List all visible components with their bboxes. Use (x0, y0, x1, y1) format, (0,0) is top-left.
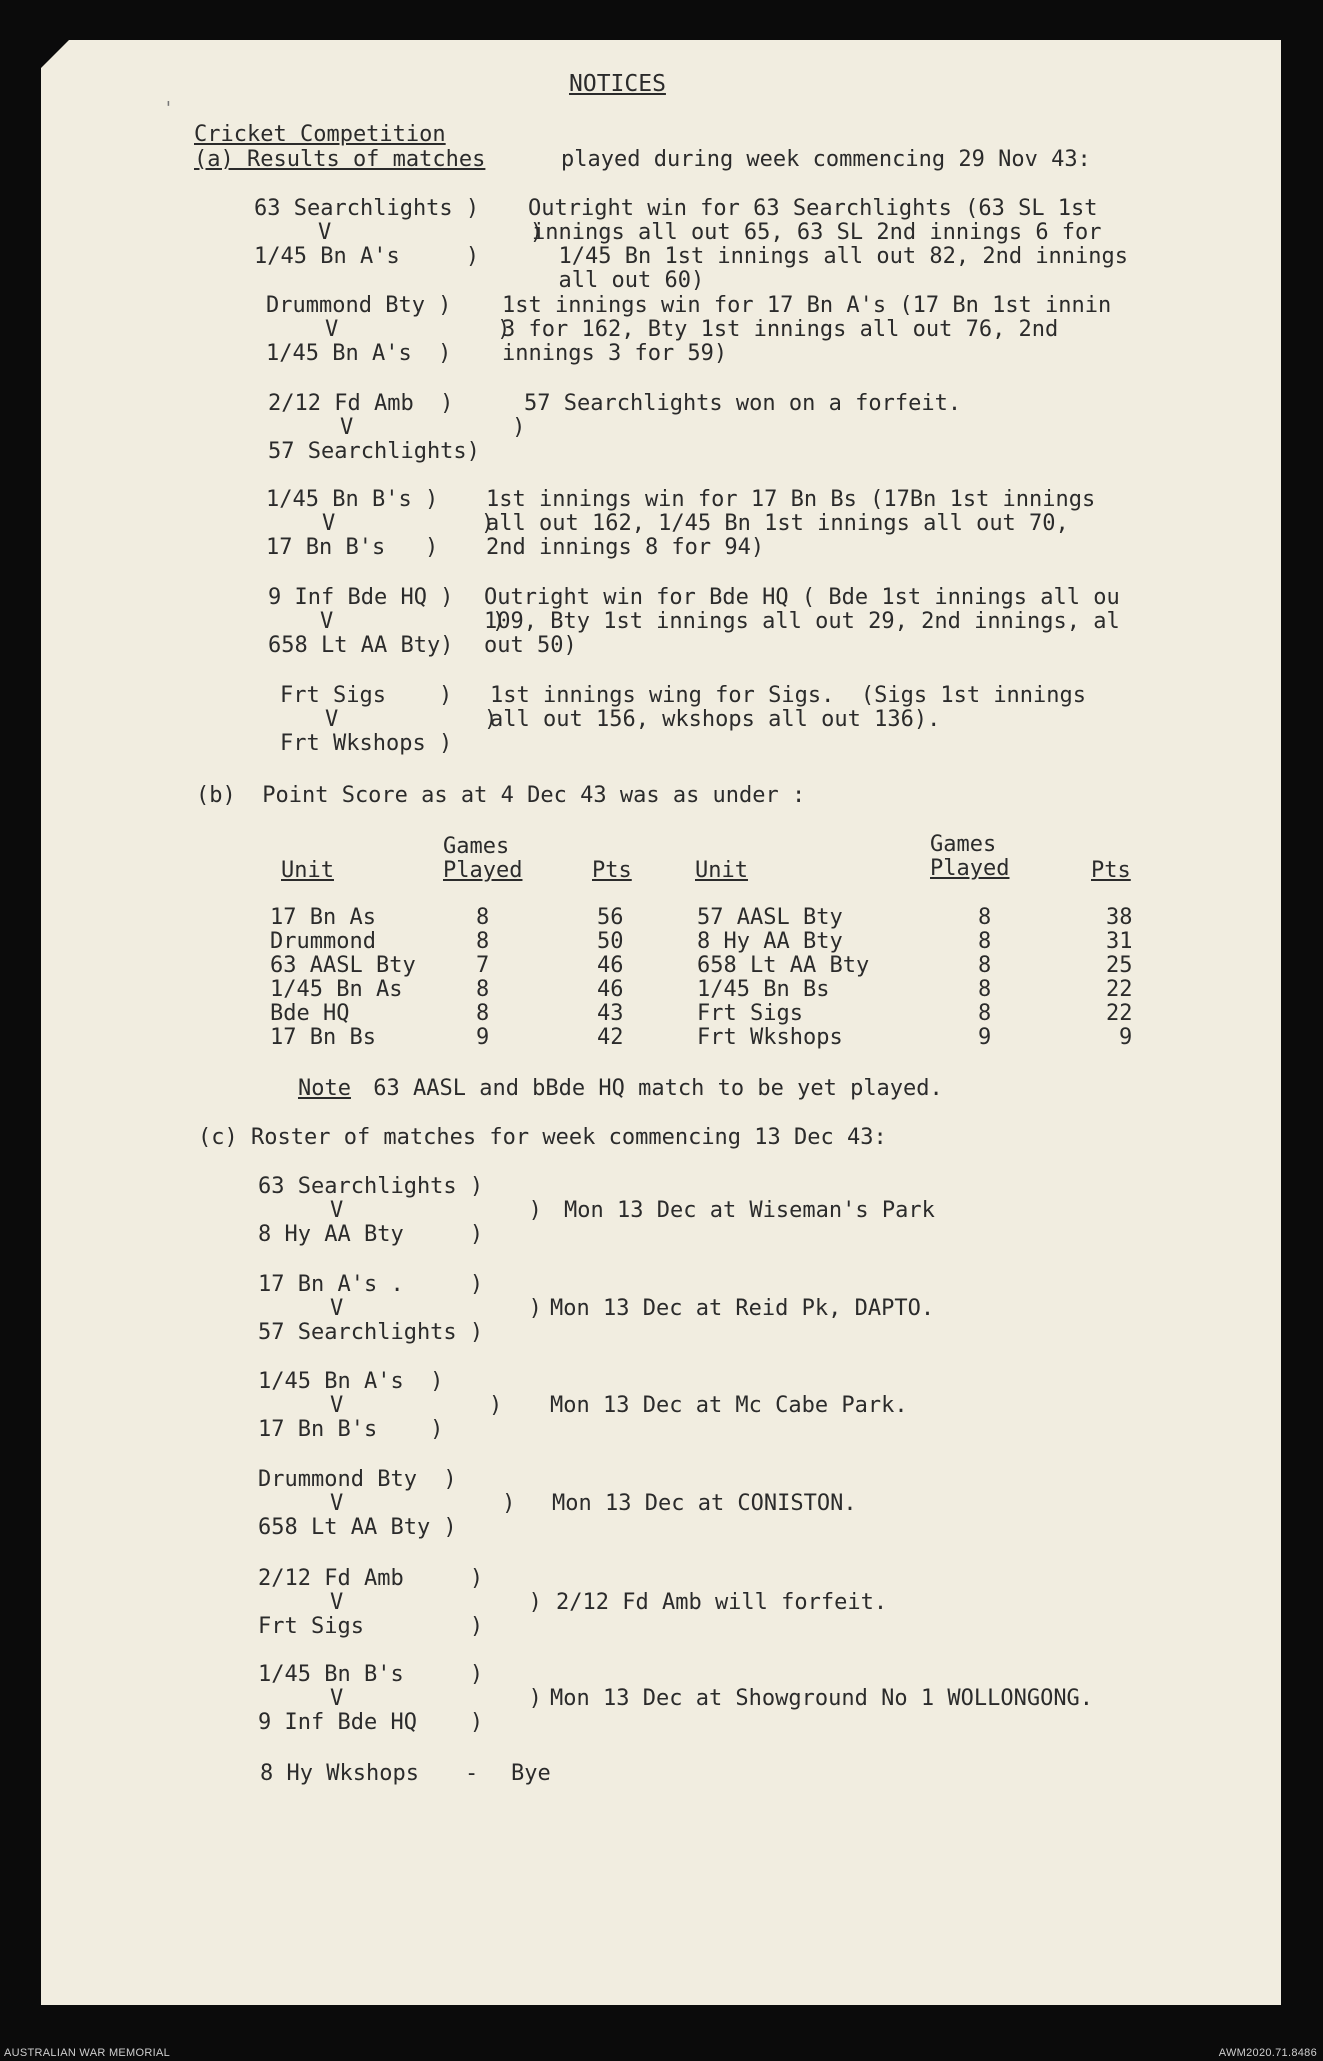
match-home-team: 9 Inf Bde HQ ) (268, 585, 454, 610)
section-a-label-cont: played during week commencing 29 Nov 43: (561, 147, 1091, 172)
fixture-away-team: 8 Hy AA Bty ) (258, 1222, 484, 1247)
match-result-line: Outright win for Bde HQ ( Bde 1st innings all ou (484, 585, 1120, 610)
match-result-line: 1st innings win for 17 Bn Bs (17Bn 1st innings (486, 487, 1096, 512)
score-pts: 46 (597, 953, 624, 978)
match-result-line: 57 Searchlights won on a forfeit. (524, 391, 962, 416)
match-away-team: Frt Wkshops ) (280, 731, 453, 756)
col-games-left: Games (443, 834, 510, 859)
match-vs: V ) (325, 317, 511, 342)
score-unit: 57 AASL Bty (697, 905, 843, 930)
note-label: Note (298, 1076, 351, 1101)
fixture-detail: 2/12 Fd Amb will forfeit. (556, 1590, 888, 1615)
match-result-line: 3 for 162, Bty 1st innings all out 76, 2nd (502, 317, 1059, 342)
match-away-team: 17 Bn B's ) (266, 535, 439, 560)
score-unit: 17 Bn Bs (270, 1025, 376, 1050)
bye-label: Bye (511, 1761, 551, 1786)
col-unit-right: Unit (695, 858, 748, 883)
fixture-vs: V ) (330, 1686, 542, 1711)
note-text: 63 AASL and bBde HQ match to be yet played. (360, 1076, 943, 1101)
score-played: 9 (476, 1025, 490, 1050)
score-played: 8 (476, 905, 490, 930)
bye-team: 8 Hy Wkshops (260, 1761, 419, 1786)
score-pts: 25 (1106, 953, 1133, 978)
section-title: Cricket Competition (194, 122, 446, 147)
match-away-team: 57 Searchlights) (268, 439, 480, 464)
fixture-home-team: 1/45 Bn A's ) (258, 1369, 444, 1394)
fixture-vs: V ) (330, 1491, 516, 1516)
score-played: 8 (978, 929, 992, 954)
match-vs: V ) (340, 415, 526, 440)
score-unit: 8 Hy AA Bty (697, 929, 843, 954)
score-pts: 50 (597, 929, 624, 954)
col-games-right: Games (930, 832, 997, 857)
score-played: 8 (978, 977, 992, 1002)
match-result-line: 1/45 Bn 1st innings all out 82, 2nd innings (532, 244, 1129, 269)
fixture-vs: V ) (330, 1198, 542, 1223)
match-result-line: out 50) (484, 633, 577, 658)
match-home-team: 2/12 Fd Amb ) (268, 391, 454, 416)
score-unit: Frt Sigs (697, 1001, 803, 1026)
col-played-right: Played (930, 856, 1010, 881)
score-unit: Frt Wkshops (697, 1025, 843, 1050)
score-pts: 38 (1106, 905, 1133, 930)
score-pts: 46 (597, 977, 624, 1002)
match-vs: V ) (318, 220, 544, 245)
match-result-line: 109, Bty 1st innings all out 29, 2nd innings, al (484, 609, 1120, 634)
col-pts-left: Pts (592, 858, 632, 883)
score-played: 8 (978, 1001, 992, 1026)
fixture-detail: Mon 13 Dec at Showground No 1 WOLLONGONG. (550, 1686, 1094, 1711)
match-result-line: 1st innings wing for Sigs. (Sigs 1st innings (490, 683, 1087, 708)
score-unit: 1/45 Bn Bs (697, 977, 830, 1002)
fixture-detail: Mon 13 Dec at Reid Pk, DAPTO. (550, 1296, 935, 1321)
match-home-team: Frt Sigs ) (280, 683, 453, 708)
fixture-vs: V ) (330, 1590, 542, 1615)
score-pts: 9 (1119, 1025, 1133, 1050)
score-pts: 56 (597, 905, 624, 930)
fixture-vs: V ) (330, 1296, 542, 1321)
fixture-away-team: 9 Inf Bde HQ ) (258, 1710, 484, 1735)
score-unit: Bde HQ (270, 1001, 350, 1026)
fixture-home-team: 17 Bn A's . ) (258, 1272, 484, 1297)
fixture-home-team: 2/12 Fd Amb ) (258, 1566, 484, 1591)
footer-credit: AUSTRALIAN WAR MEMORIAL (4, 2047, 171, 2059)
match-result-line: innings 3 for 59) (502, 341, 728, 366)
match-home-team: Drummond Bty ) (266, 293, 452, 318)
score-pts: 22 (1106, 977, 1133, 1002)
score-played: 8 (978, 953, 992, 978)
match-result-line: all out 156, wkshops all out 136). (490, 707, 941, 732)
score-played: 8 (476, 977, 490, 1002)
score-unit: 17 Bn As (270, 905, 376, 930)
match-vs: V ) (325, 707, 498, 732)
match-vs: V ) (320, 609, 506, 634)
score-unit: 63 AASL Bty (270, 953, 416, 978)
fixture-away-team: 17 Bn B's ) (258, 1417, 444, 1442)
match-result-line: 1st innings win for 17 Bn A's (17 Bn 1st innin (502, 293, 1112, 318)
score-unit: Drummond (270, 929, 376, 954)
score-pts: 31 (1106, 929, 1133, 954)
match-away-team: 1/45 Bn A's ) (266, 341, 452, 366)
fixture-detail: Mon 13 Dec at Mc Cabe Park. (550, 1393, 908, 1418)
footer-accession: AWM2020.71.8486 (1218, 2047, 1317, 2059)
fixture-away-team: 658 Lt AA Bty ) (258, 1515, 457, 1540)
page-heading: NOTICES (569, 71, 666, 97)
match-result-line: Outright win for 63 Searchlights (63 SL 1st (528, 196, 1098, 221)
fixture-home-team: Drummond Bty ) (258, 1467, 457, 1492)
score-played: 8 (978, 905, 992, 930)
score-pts: 22 (1106, 1001, 1133, 1026)
fixture-home-team: 63 Searchlights ) (258, 1174, 484, 1199)
score-unit: 1/45 Bn As (270, 977, 403, 1002)
match-home-team: 1/45 Bn B's ) (266, 487, 439, 512)
fixture-detail: Mon 13 Dec at CONISTON. (552, 1491, 857, 1516)
score-played: 8 (476, 929, 490, 954)
match-result-line: all out 162, 1/45 Bn 1st innings all out 70, (486, 511, 1069, 536)
bye-dash: - (465, 1761, 479, 1786)
section-a-label: (a) Results of matches (194, 147, 486, 172)
col-played-left: Played (443, 858, 523, 883)
score-played: 7 (476, 953, 490, 978)
match-away-team: 658 Lt AA Bty) (268, 633, 454, 658)
match-result-line: all out 60) (532, 268, 705, 293)
fixture-vs: V ) (330, 1393, 503, 1418)
section-c-label: (c) Roster of matches for week commencing 13 Dec 43: (198, 1125, 887, 1150)
match-away-team: 1/45 Bn A's ) (254, 244, 480, 269)
match-home-team: 63 Searchlights ) (254, 196, 480, 221)
fixture-detail: Mon 13 Dec at Wiseman's Park (564, 1198, 935, 1223)
score-pts: 42 (597, 1025, 624, 1050)
col-unit-left: Unit (281, 858, 334, 883)
score-pts: 43 (597, 1001, 624, 1026)
score-unit: 658 Lt AA Bty (697, 953, 870, 978)
match-vs: V ) (322, 511, 495, 536)
fixture-away-team: 57 Searchlights ) (258, 1320, 484, 1345)
match-result-line: innings all out 65, 63 SL 2nd innings 6 for (532, 220, 1102, 245)
col-pts-right: Pts (1091, 858, 1131, 883)
score-played: 8 (476, 1001, 490, 1026)
torn-corner (41, 40, 69, 68)
fixture-away-team: Frt Sigs ) (258, 1614, 484, 1639)
score-played: 9 (978, 1025, 992, 1050)
fixture-home-team: 1/45 Bn B's ) (258, 1662, 484, 1687)
match-result-line: 2nd innings 8 for 94) (486, 535, 765, 560)
punch-mark: ' (163, 98, 174, 119)
section-b-label: (b) Point Score as at 4 Dec 43 was as under : (196, 783, 806, 808)
